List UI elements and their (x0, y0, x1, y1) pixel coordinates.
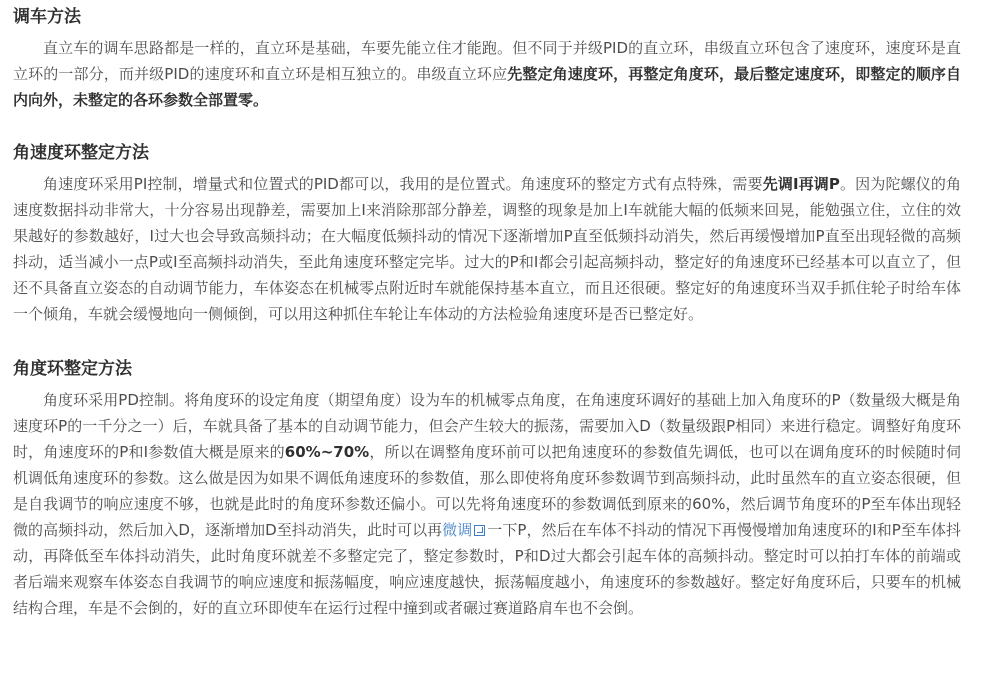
section-heading-angular-velocity-loop: 角速度环整定方法 (13, 143, 149, 163)
bold-text: 先调I再调P (762, 175, 840, 193)
paragraph-text: 直立车的调车思路都是一样的，直立环是基础，车要先能立住才能跑。但不同于并级PID的直立环，串级直立环包含了速度环，速度环是直立环的一部分，而并级PID的速度环和直立环是相互独立的。串级直立环应 (13, 39, 961, 83)
paragraph-text: ，所以在调整角度环前可以把角速度环的参数值先调低，也可以在调角度环的时候随时伺机调低角速度环的参数。这么做是因为如果不调低角速度环的参数值，那么即使将角度环参数调节到高频抖动，此时虽然车的直立姿态很硬，但是自我调节的响应速度不够，也就是此时的角度环参数还偏小。可以先将角速度环的参数调低到原来的60%，然后调节角度环的P至车体出现轻微的高频抖动，然后加入D，逐渐增加D至抖动消失，此时可以再 (13, 443, 961, 539)
bold-text: 先整定角速度环，再整定角度环，最后整定速度环，即整定的顺序自内向外，未整定的各环参数全部置零。 (13, 65, 961, 109)
section-heading-angle-loop: 角度环整定方法 (13, 359, 132, 379)
paragraph-text: 。因为陀螺仪的角速度数据抖动非常大，十分容易出现静差，需要加上I来消除那部分静差，调整的现象是加上I车就能大幅的低频来回晃，能勉强立住，立住的效果越好的参数越好，I过大也会导致高频抖动；在大幅度低频抖动的情况下逐渐增加P直至低频抖动消失，然后再缓慢增加P直至出现轻微的高频抖动，适当减小一点P或I至高频抖动消失，至此角速度环整定完毕。过大的P和I都会引起高频抖动，整定好的角速度环已经基本可以直立了，但还不具备直立姿态的自动调节能力，车体姿态在机械零点附近时车就能保持基本直立，而且还很硬。整定好的角速度环当双手抓住轮子时给车体一个倾角，车就会缓慢地向一侧倾倒，可以用这种抓住车轮让车体动的方法检验角速度环是否已整定好。 (13, 175, 961, 323)
paragraph-angular-velocity-loop (13, 171, 961, 327)
paragraph-angle-loop (13, 387, 961, 621)
paragraph-text: 角度环采用PD控制。将角度环的设定角度（期望角度）设为车的机械零点角度，在角速度环调好的基础上加入角度环的P（数量级大概是角速度环P的一千分之一）后，车就具备了基本的自动调节能力，但会产生较大的振荡，需要加入D（数量级跟P相同）来进行稳定。调整好角度环时，角速度环的P和I参数值大概是原来的 (13, 391, 961, 461)
paragraph-tuning-method (13, 35, 961, 113)
section-heading-tuning-method: 调车方法 (13, 7, 81, 27)
external-link-icon[interactable] (474, 525, 485, 536)
paragraph-text: 一下P，然后在车体不抖动的情况下再慢慢增加角速度环的I和P至车体抖动，再降低至车体抖动消失，此时角度环就差不多整定完了，整定参数时，P和D过大都会引起车体的高频抖动。整定时可以拍打车体的前端或者后端来观察车体姿态自我调节的响应速度和振荡幅度，响应速度越快，振荡幅度越小，角速度环的参数越好。整定好角度环后，只要车的机械结构合理，车是不会倒的，好的直立环即使车在运行过程中撞到或者碾过赛道路肩车也不会倒。 (13, 521, 961, 617)
bold-text: 60%~70% (284, 443, 370, 461)
fine-tune-link[interactable]: 微调 (442, 521, 473, 539)
paragraph-text: 角速度环采用PI控制，增量式和位置式的PID都可以，我用的是位置式。角速度环的整定方式有点特殊，需要 (43, 175, 763, 193)
